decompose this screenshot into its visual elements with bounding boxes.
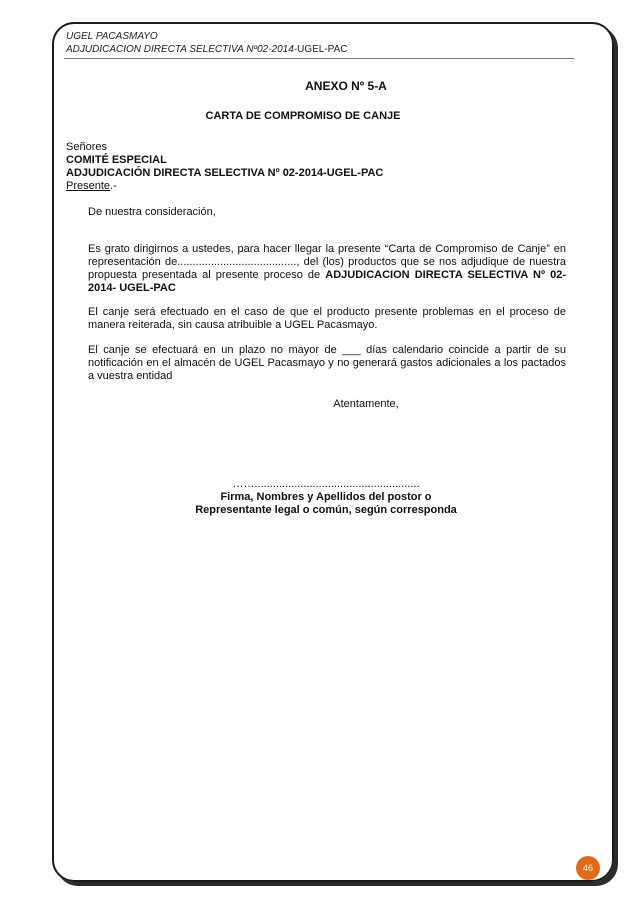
paragraph-1-bold: ADJUDICACION DIRECTA SELECTIVA Nº 02-2014- UGEL-PAC — [88, 269, 566, 294]
paragraph-1-text: Es grato dirigirnos a ustedes, para hacer llegar la presente “Carta de Compromiso de Canje” en representación de......................................., del (los) productos que se nos adjudique de nuestra propuesta presentada al presente proceso de — [88, 243, 566, 281]
signature-line: ……...................................................... — [232, 478, 420, 490]
presente-word: Presente — [66, 180, 111, 192]
paragraph-3: El canje se efectuará en un plazo no mayor de ___ días calendario coincide a partir de su notificación en el almacén de UGEL Pacasmayo y no generará gastos adicionales a los pactados a vuestra entidad — [88, 344, 566, 382]
paragraph-1 — [88, 243, 566, 295]
closing: Atentamente, — [333, 398, 399, 410]
presente-line — [66, 180, 576, 193]
header-process — [66, 43, 576, 56]
signature-label-2: Representante legal o común, según corresponda — [195, 504, 457, 516]
header-process-prefix: ADJUDICACION DIRECTA SELECTIVA Nº02-2014- — [66, 44, 298, 55]
greeting: De nuestra consideración, — [88, 206, 216, 218]
page-number-badge: 46 — [576, 856, 600, 880]
header-process-suffix: UGEL-PAC — [297, 44, 348, 55]
page-header — [66, 30, 576, 56]
committee-name: COMITÉ ESPECIAL — [66, 154, 167, 166]
salutation: Señores — [66, 141, 107, 153]
paragraph-2: El canje será efectuado en el caso de que el producto presente problemas en el proceso de manera reiterada, sin causa atribuible a UGEL Pacasmayo. — [88, 306, 566, 331]
header-divider — [64, 58, 574, 59]
signature-label-1: Firma, Nombres y Apellidos del postor o — [220, 491, 432, 503]
annex-title: ANEXO Nº 5-A — [305, 79, 387, 93]
signature-block — [66, 478, 586, 517]
process-name: ADJUDICACIÓN DIRECTA SELECTIVA Nº 02-2014-UGEL-PAC — [66, 167, 384, 179]
presente-tail: .- — [110, 180, 117, 192]
addressee-block — [66, 141, 576, 193]
letter-title: CARTA DE COMPROMISO DE CANJE — [205, 110, 401, 122]
header-org: UGEL PACASMAYO — [66, 31, 158, 42]
